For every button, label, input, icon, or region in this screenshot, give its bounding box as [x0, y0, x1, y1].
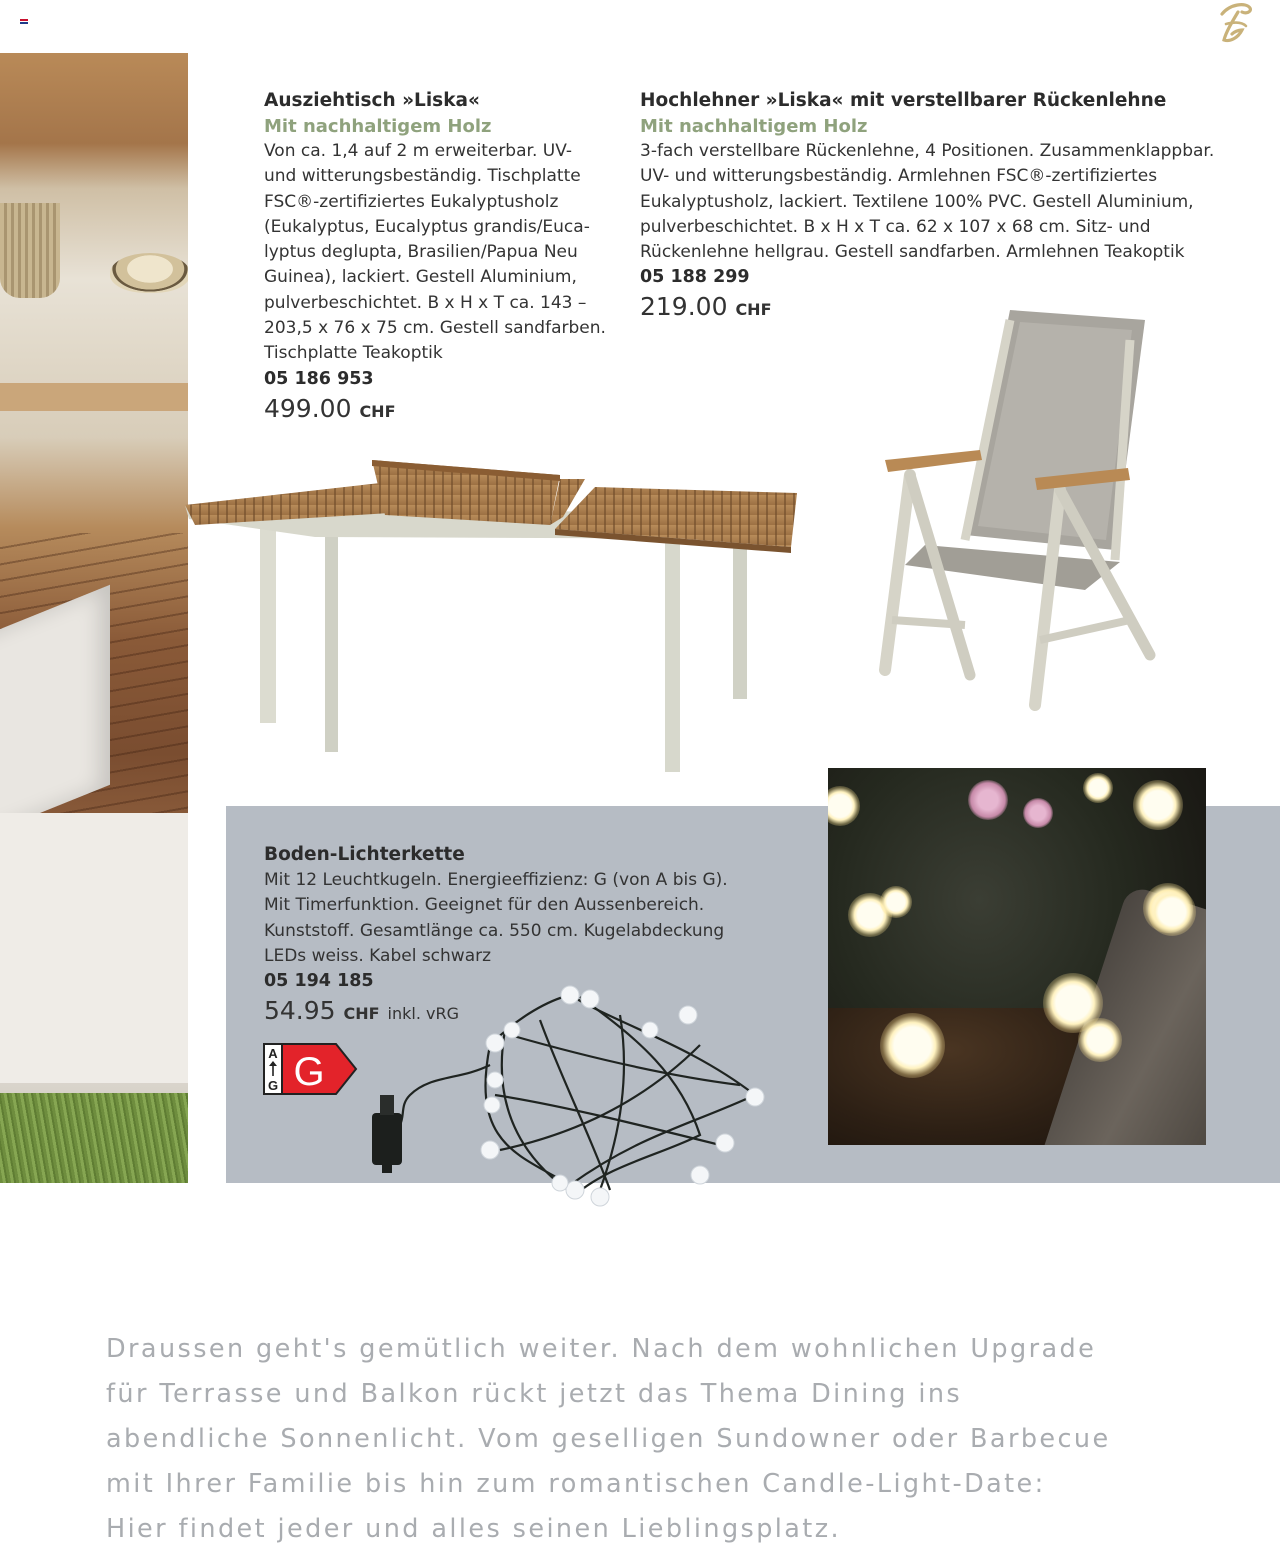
product-title: Hochlehner »Liska« mit verstellbarer Rückenlehne	[640, 90, 1167, 111]
product-chair-info	[640, 88, 1240, 327]
product-price: 499.00 CHF	[264, 393, 396, 423]
energy-class: G	[293, 1050, 325, 1094]
intro-tagline: Draussen geht's gemütlich weiter. Nach dem wohnlichen Upgrade für Terrasse und Balkon rückt jetzt das Thema Dining ins abendliche Sonnenlicht. Vom geselligen Sundowner oder Barbecue mit Ihrer Familie bis hin zum romantischen Candle-Light-Date: Hier findet jeder und alles seinen Lieblingsplatz.	[106, 1334, 1111, 1544]
product-table-info	[264, 88, 614, 429]
light-chain-image	[360, 985, 770, 1215]
product-description: 3-fach verstellbare Rückenlehne, 4 Positionen. Zusammenklappbar. UV- und witterungsbeständig. Armlehnen FSC®-zertifiziertes Eukalyptusholz, lackiert. Textilene 100% PVC. Gestell Aluminium, pulverbeschichtet. B x H x T ca. 62 x 107 x 68 cm. Sitz- und Rückenlehne hellgrau. Gestell sandfarben. Armlehnen Teakoptik	[640, 141, 1215, 263]
article-number: 05 186 953	[264, 368, 374, 389]
garden-lights-photo	[828, 768, 1206, 1145]
reclining-chair-image	[870, 300, 1170, 720]
product-title: Boden-Lichterkette	[264, 844, 465, 865]
energy-scale-bottom: G	[267, 1078, 279, 1093]
swiss-language-flag-icon	[20, 19, 28, 26]
product-title: Ausziehtisch »Liska«	[264, 90, 480, 111]
product-subtitle: Mit nachhaltigem Holz	[640, 116, 868, 137]
product-description: Mit 12 Leuchtkugeln. Energieeffizienz: G (von A bis G). Mit Timerfunktion. Geeignet für den Aussenbereich. Kunststoff. Gesamtlänge ca. 550 cm. Kugelabdeckung LEDs weiss. Kabel schwarz	[264, 870, 728, 966]
energy-label-badge	[263, 1043, 359, 1097]
product-description: Von ca. 1,4 auf 2 m erweiterbar. UV- und witterungsbeständig. Tischplatte FSC®-zertifiziertes Eukalyptusholz (Eukalyptus, Eucalyptus grandis/Euca- lyptus deglupta, Brasilien/Papua Neu Guinea), lackiert. Gestell Aluminium, pulverbeschichtet. B x H x T ca. 143 – 203,5 x 76 x 75 cm. Gestell sandfarben. Tischplatte Teakoptik	[264, 141, 606, 364]
article-number: 05 188 299	[640, 267, 750, 288]
tchibo-logo-icon	[1212, 0, 1256, 46]
extendable-table-image	[165, 455, 805, 775]
terrace-lifestyle-photo	[0, 53, 188, 1183]
product-price: 54.95 CHF inkl. vRG	[264, 996, 459, 1026]
product-subtitle: Mit nachhaltigem Holz	[264, 116, 492, 137]
article-number: 05 194 185	[264, 971, 374, 992]
product-price: 219.00 CHF	[640, 292, 772, 322]
energy-scale-top: A	[268, 1046, 278, 1061]
